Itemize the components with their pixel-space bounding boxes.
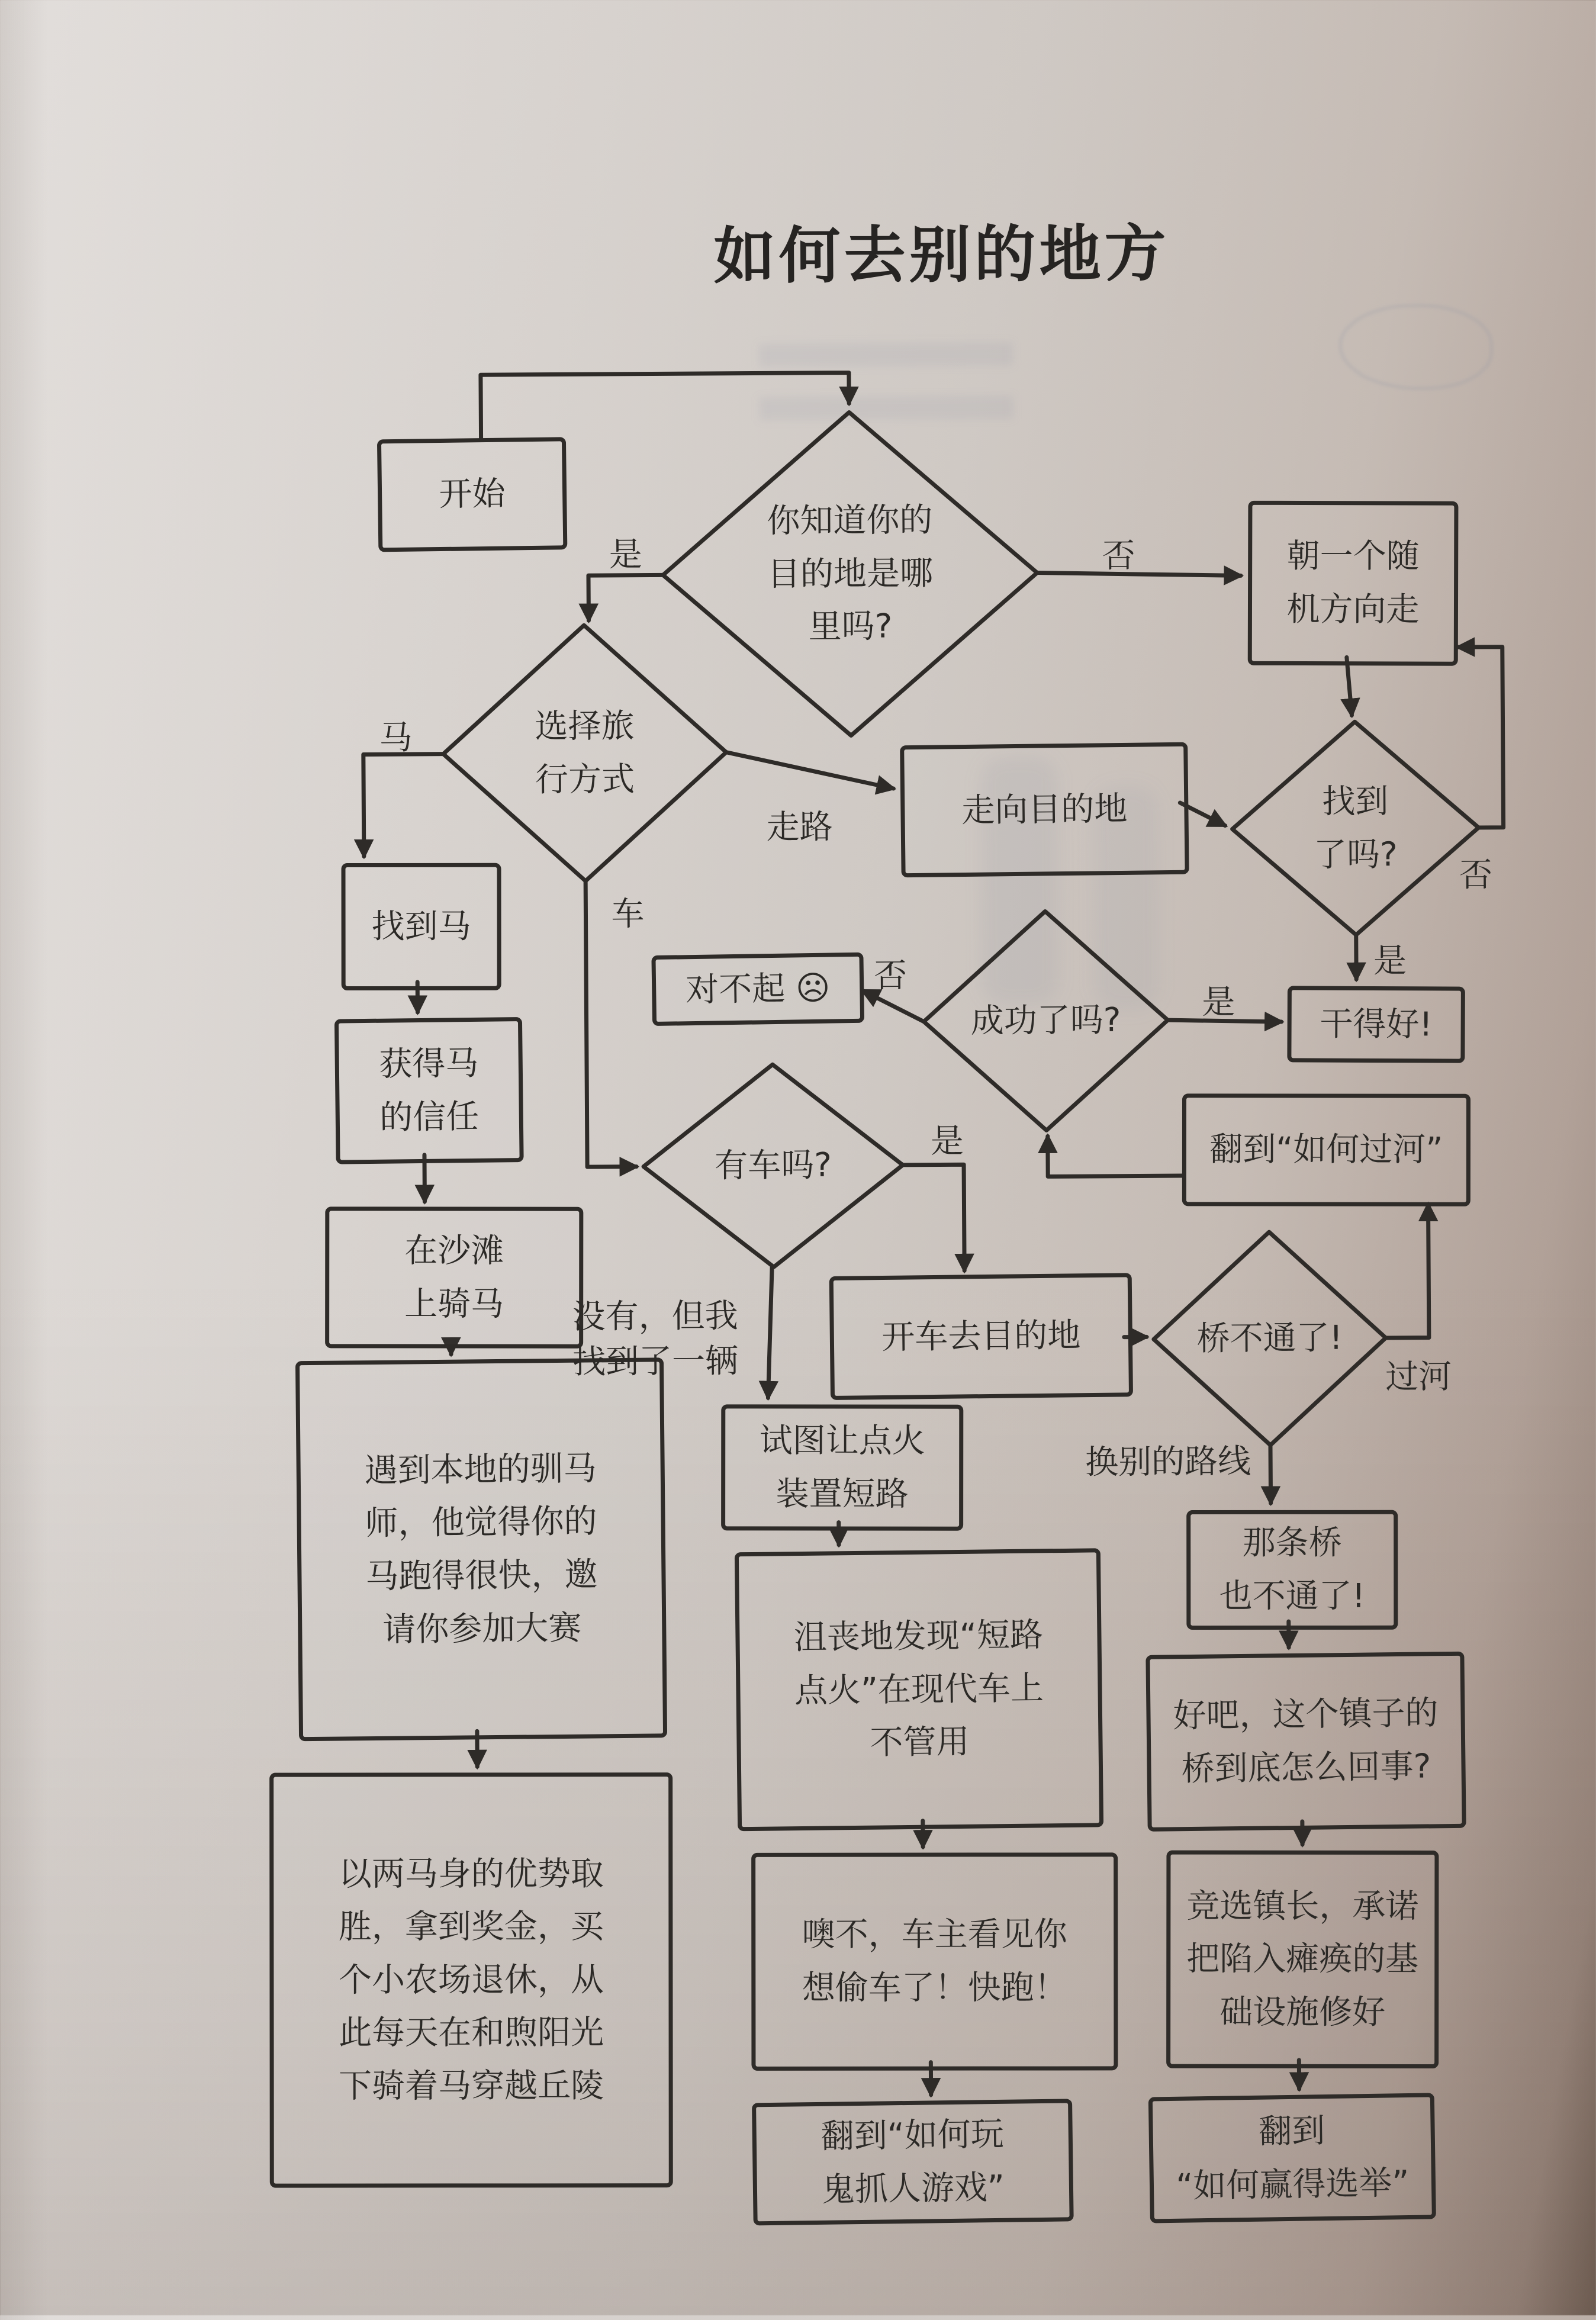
node-find-horse: 找到马 bbox=[342, 863, 501, 990]
edge-label-horse: 马 bbox=[379, 716, 412, 761]
node-drive: 开车去目的地 bbox=[829, 1273, 1133, 1400]
node-turn-cross-river: 翻到“如何过河” bbox=[1182, 1093, 1470, 1206]
edge-label-no: 否 bbox=[1459, 853, 1492, 898]
node-owner-saw: 噢不，车主看见你 想偷车了！快跑！ bbox=[751, 1852, 1118, 2071]
edge-bridgeout-route-to-alsoout bbox=[1270, 1445, 1271, 1503]
node-turn-tag: 翻到“如何玩 鬼抓人游戏” bbox=[752, 2099, 1074, 2225]
node-choose-travel: 选择旅 行方式 bbox=[535, 700, 635, 806]
node-start: 开始 bbox=[377, 437, 567, 552]
node-found-it: 找到 了吗? bbox=[1313, 775, 1398, 881]
edge-choose-walk-to-walkdest bbox=[726, 751, 893, 790]
edge-bridgeout-cross-to-turncross bbox=[1385, 1204, 1429, 1337]
edge-label-walk: 走路 bbox=[766, 805, 832, 850]
node-well-done: 干得好! bbox=[1287, 986, 1465, 1063]
node-bridge-out: 桥不通了! bbox=[1196, 1312, 1343, 1366]
edge-havecar-no-to-hotwire bbox=[767, 1267, 773, 1398]
node-win-race: 以两马身的优势取 胜，拿到奖金，买 个小农场退休，从 此每天在和煦阳光 下骑着马穿越丘陵 bbox=[269, 1772, 673, 2188]
edge-label-no-but-found-one: 没有，但我 找到了一辆 bbox=[566, 1294, 744, 1385]
node-know-destination: 你知道你的 目的地是哪 里吗? bbox=[767, 494, 934, 654]
node-hotwire-fail: 沮丧地发现“短路 点火”在现代车上 不管用 bbox=[735, 1548, 1103, 1831]
edge-know-yes-to-choose bbox=[588, 575, 663, 620]
edge-label-yes: 是 bbox=[1373, 939, 1407, 984]
edge-choose-horse-to-findhorse bbox=[363, 754, 444, 857]
edge-label-yes: 是 bbox=[1202, 980, 1235, 1025]
edge-label-car: 车 bbox=[611, 892, 644, 937]
edge-havecar-yes-to-drive bbox=[903, 1164, 964, 1271]
edge-label-cross-river: 过河 bbox=[1385, 1354, 1452, 1399]
edge-label-yes: 是 bbox=[609, 533, 642, 578]
edge-label-other-route: 换别的路线 bbox=[1085, 1439, 1251, 1485]
page-title: 如何去别的地方 bbox=[693, 204, 1190, 295]
node-random-direction: 朝一个随 机方向走 bbox=[1248, 501, 1459, 666]
node-town-bridges: 好吧，这个镇子的 桥到底怎么回事? bbox=[1145, 1652, 1466, 1832]
edge-know-no-to-random bbox=[1037, 571, 1241, 577]
edge-label-no: 否 bbox=[874, 954, 907, 999]
edge-start-to-know bbox=[481, 372, 850, 438]
node-horse-trainer: 遇到本地的驯马 师，他觉得你的 马跑得很快，邀 请你参加大赛 bbox=[295, 1357, 667, 1741]
edge-label-no: 否 bbox=[1102, 534, 1135, 579]
edge-random-to-found bbox=[1347, 657, 1352, 715]
node-gain-trust: 获得马 的信任 bbox=[334, 1017, 524, 1164]
node-beach-ride: 在沙滩 上骑马 bbox=[325, 1206, 583, 1348]
edge-turncross-to-succeed bbox=[1048, 1135, 1182, 1176]
node-walk-to-destination: 走向目的地 bbox=[900, 742, 1189, 877]
node-succeed: 成功了吗? bbox=[970, 994, 1121, 1048]
node-bridge-also-out: 那条桥 也不通了! bbox=[1186, 1510, 1398, 1630]
node-turn-election: 翻到 “如何赢得选举” bbox=[1148, 2093, 1436, 2223]
node-hotwire: 试图让点火 装置短路 bbox=[721, 1404, 963, 1530]
node-have-car: 有车吗? bbox=[715, 1139, 832, 1193]
edge-label-yes: 是 bbox=[931, 1119, 964, 1164]
edge-found-no-loop bbox=[1458, 647, 1504, 828]
node-run-mayor: 竞选镇长，承诺 把陷入瘫痪的基 础设施修好 bbox=[1166, 1851, 1439, 2068]
node-sorry: 对不起 ☹ bbox=[651, 953, 864, 1026]
